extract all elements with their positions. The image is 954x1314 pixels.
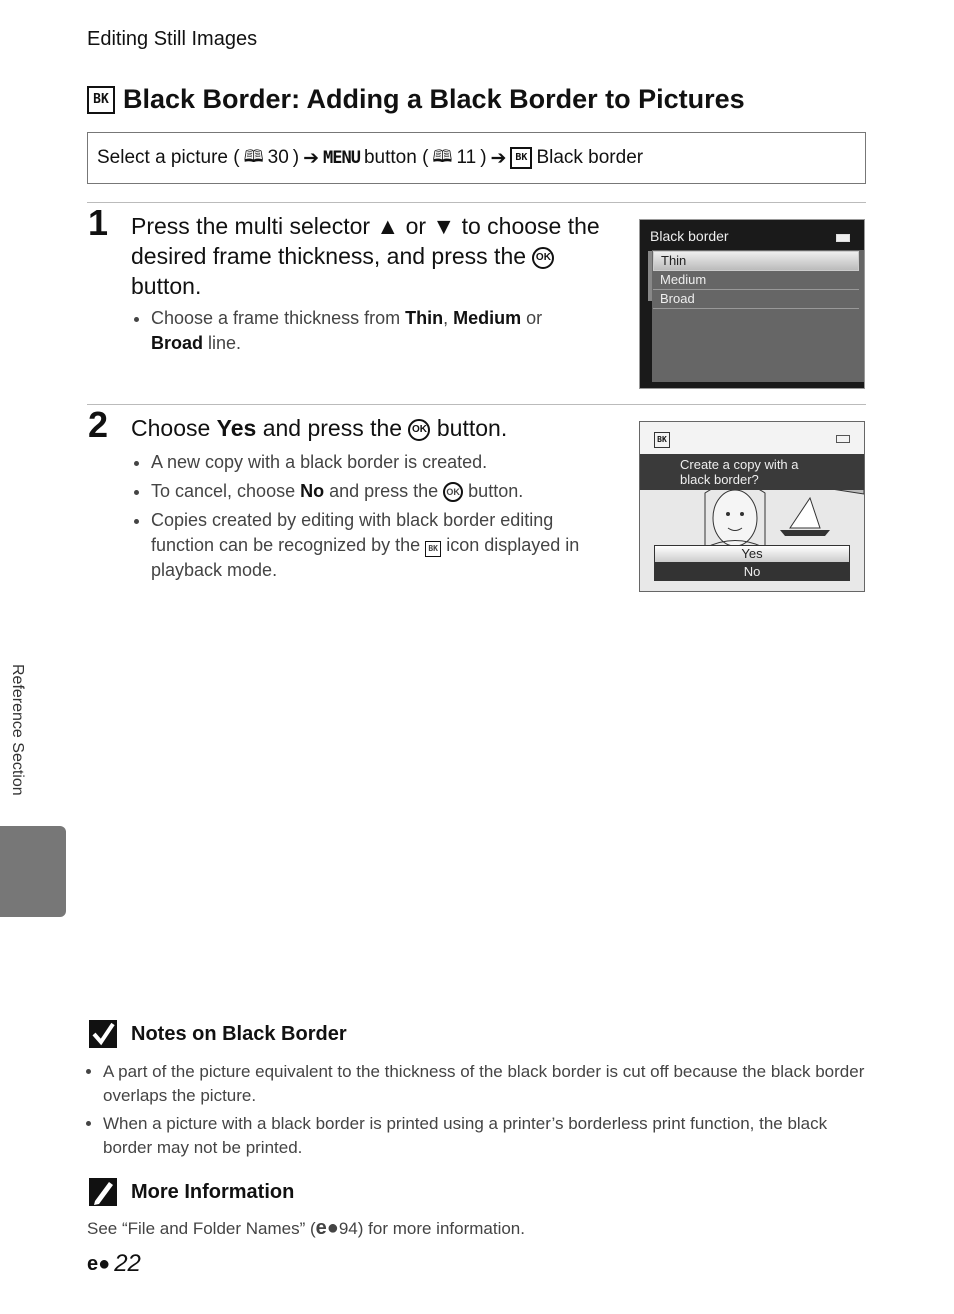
camera-screen-confirm (639, 421, 865, 592)
menu-item-broad[interactable]: Broad (653, 290, 859, 309)
divider (87, 404, 866, 405)
book-icon: 🕮 (432, 146, 453, 166)
nav-text: ) (480, 147, 487, 168)
page-number (87, 1250, 141, 1278)
nav-ref: 11 (456, 147, 477, 168)
bullet-text: , (443, 308, 454, 328)
confirm-prompt: Create a copy with a black border? (640, 454, 864, 490)
bullet-text: Copies created by editing with black border editing function can be recognized by the (151, 510, 554, 555)
more-info-title: More Information (131, 1180, 295, 1203)
step-text: button. (430, 415, 508, 441)
arrow-right-icon: ➔ (303, 147, 320, 169)
step-text: or (399, 213, 433, 239)
nav-text: button ( (363, 147, 429, 168)
step1-bullets (131, 306, 591, 360)
section-tab (0, 826, 66, 917)
step1-instruction (131, 211, 621, 301)
bullet-text: No (300, 481, 325, 501)
ok-button-icon: OK (408, 419, 430, 441)
page-title (87, 84, 745, 115)
more-info-text (87, 1217, 525, 1240)
camera-screen-menu (639, 219, 865, 389)
book-icon: 🕮 (243, 146, 264, 166)
section-header: Editing Still Images (87, 28, 258, 50)
bullet-text: and press the (324, 481, 444, 501)
black-border-icon: BK (425, 541, 441, 557)
black-border-icon: BK (510, 147, 532, 169)
black-border-icon: BK (654, 432, 670, 448)
bullet-text: line. (203, 333, 242, 353)
sidebar-section-label: Reference Section (9, 664, 26, 796)
yes-option[interactable]: Yes (655, 546, 849, 562)
bullet-text: button. (463, 481, 524, 501)
bullet-text: Medium (453, 308, 522, 328)
ok-button-icon: OK (532, 247, 554, 269)
step2-bullets (131, 450, 611, 587)
pencil-icon (89, 1178, 119, 1206)
nav-ref: 30 (267, 147, 289, 168)
notes-header (89, 1020, 347, 1048)
triangle-down-icon: ▼ (432, 213, 456, 239)
bullet-text: or (521, 308, 543, 328)
step-number: 2 (88, 404, 109, 445)
bullet-text: icon displayed in playback mode. (151, 535, 580, 580)
menu-button-icon: MENU (323, 148, 360, 168)
e-section-icon: e● (315, 1217, 339, 1239)
step-number: 1 (88, 202, 109, 243)
screen-title: Black border (650, 228, 729, 244)
bullet-text: To cancel, choose (151, 481, 301, 501)
list-item (151, 306, 591, 356)
more-info-ref: 94 (338, 1219, 358, 1238)
arrow-right-icon: ➔ (490, 147, 507, 169)
list-item: • When a picture with a black border is printed using a printer’s borderless print function, the black border may not be printed. (103, 1112, 873, 1160)
more-info-header (89, 1178, 294, 1206)
page-title-text: Black Border: Adding a Black Border to Pictures (123, 84, 745, 114)
nav-text: Select a picture ( (97, 147, 240, 168)
menu-item-thin[interactable]: Thin (653, 251, 859, 271)
choice-panel (654, 545, 850, 581)
menu-panel (652, 250, 864, 382)
step-text: Press the multi selector (131, 213, 377, 239)
screen-top-bar (640, 422, 864, 454)
bullet-text: Broad (151, 333, 204, 353)
page-number-text: 22 (114, 1250, 141, 1277)
triangle-up-icon: ▲ (376, 213, 400, 239)
bullet-text: Choose a frame thickness from (151, 308, 406, 328)
bullet-text: Thin (405, 308, 444, 328)
list-item: • A part of the picture equivalent to the thickness of the black border is cut off because the black border overlaps the picture. (103, 1060, 873, 1108)
black-border-icon: BK (87, 86, 115, 114)
list-item (151, 479, 611, 504)
step-text: Choose (131, 415, 217, 441)
battery-icon (836, 435, 850, 443)
step2-instruction (131, 413, 507, 443)
checkmark-icon (89, 1020, 119, 1048)
ok-button-icon: OK (443, 482, 463, 502)
nav-text: Black border (536, 147, 644, 168)
list-item: • A new copy with a black border is created. (151, 450, 611, 475)
nav-text: ) (292, 147, 300, 168)
no-option[interactable]: No (743, 564, 761, 579)
more-info-part: See “File and Folder Names” ( (87, 1219, 316, 1238)
notes-list (83, 1060, 873, 1164)
menu-path-box (87, 132, 866, 184)
notes-title: Notes on Black Border (131, 1022, 347, 1045)
step-text: Yes (216, 415, 257, 441)
e-section-icon: e● (87, 1252, 111, 1275)
more-info-part: ) for more information. (357, 1219, 525, 1238)
step-text: to choose the desired frame thickness, and press the (131, 213, 600, 269)
step-text: button. (131, 273, 202, 299)
step-text: and press the (256, 415, 409, 441)
list-item (151, 508, 611, 583)
divider (87, 202, 866, 203)
menu-item-medium[interactable]: Medium (653, 271, 859, 290)
battery-icon (836, 234, 850, 242)
